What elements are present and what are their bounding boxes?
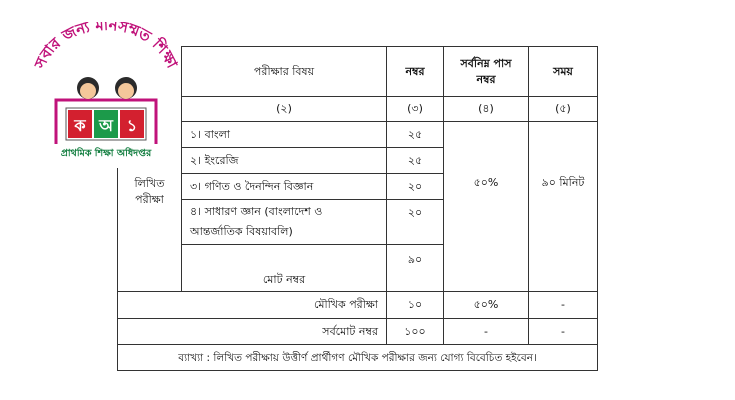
written-pass-percent: ৫০%: [473, 176, 499, 189]
written-exam-label: লিখিত পরীক্ষা: [134, 177, 165, 206]
book-letter-o: অ: [99, 116, 113, 135]
logo-arc-text: সবার জন্য মানসম্মত শিক্ষা: [30, 22, 182, 72]
grand-total-time: -: [561, 324, 565, 338]
explanation-note: ব্যাখ্যা : লিখিত পরীক্ষায় উত্তীর্ণ প্রার্থীগণ মৌখিক পরীক্ষার জন্য যোগ্য বিবেচিত হইবেন।: [178, 351, 537, 364]
total-marks: ৯০: [407, 253, 423, 266]
book-letter-one: ১: [126, 116, 138, 135]
logo-emblem: [30, 22, 182, 148]
oral-marks: ১০: [407, 298, 423, 311]
logo-caption: প্রাথমিক শিক্ষা অধিদপ্তর: [60, 148, 152, 159]
oral-time: -: [561, 298, 565, 311]
col-number-pass: (৪): [478, 102, 494, 115]
header-marks: নম্বর: [405, 64, 425, 78]
grand-total-pass: -: [484, 324, 488, 338]
svg-text:সবার জন্য মানসম্মত শিক্ষা: [30, 22, 181, 72]
oral-pass: ৫০%: [473, 298, 499, 311]
subject-general-knowledge: ৪। সাধারণ জ্ঞান (বাংলাদেশ ও আন্তর্জাতিক বিষয়াবলি): [190, 205, 323, 238]
marks-english: ২৫: [407, 153, 423, 167]
grand-total-marks: ১০০: [404, 324, 426, 338]
marks-general-knowledge: ২০: [407, 206, 423, 219]
col-number-subject: (২): [276, 102, 292, 115]
dpe-logo: [30, 22, 182, 168]
header-time: সময়: [553, 64, 573, 78]
marks-bangla: ২৫: [407, 127, 423, 141]
written-time: ৯০ মিনিট: [541, 176, 585, 189]
header-subject: পরীক্ষার বিষয়: [253, 64, 315, 78]
grand-total-label: সর্বমোট নম্বর: [322, 324, 378, 338]
subject-math-science: ৩। গণিত ও দৈনন্দিন বিজ্ঞান: [190, 179, 314, 193]
col-number-marks: (৩): [407, 102, 423, 115]
book-letter-ka: ক: [74, 116, 86, 135]
oral-exam-label: মৌখিক পরীক্ষা: [313, 298, 378, 311]
header-pass-marks: সর্বনিম্ন পাস নম্বর: [460, 56, 512, 86]
subject-english: ২। ইংরেজি: [190, 153, 239, 167]
subject-bangla: ১। বাংলা: [190, 127, 231, 141]
total-label: মোট নম্বর: [262, 273, 306, 286]
col-number-time: (৫): [555, 102, 571, 115]
marks-math-science: ২০: [407, 179, 423, 193]
